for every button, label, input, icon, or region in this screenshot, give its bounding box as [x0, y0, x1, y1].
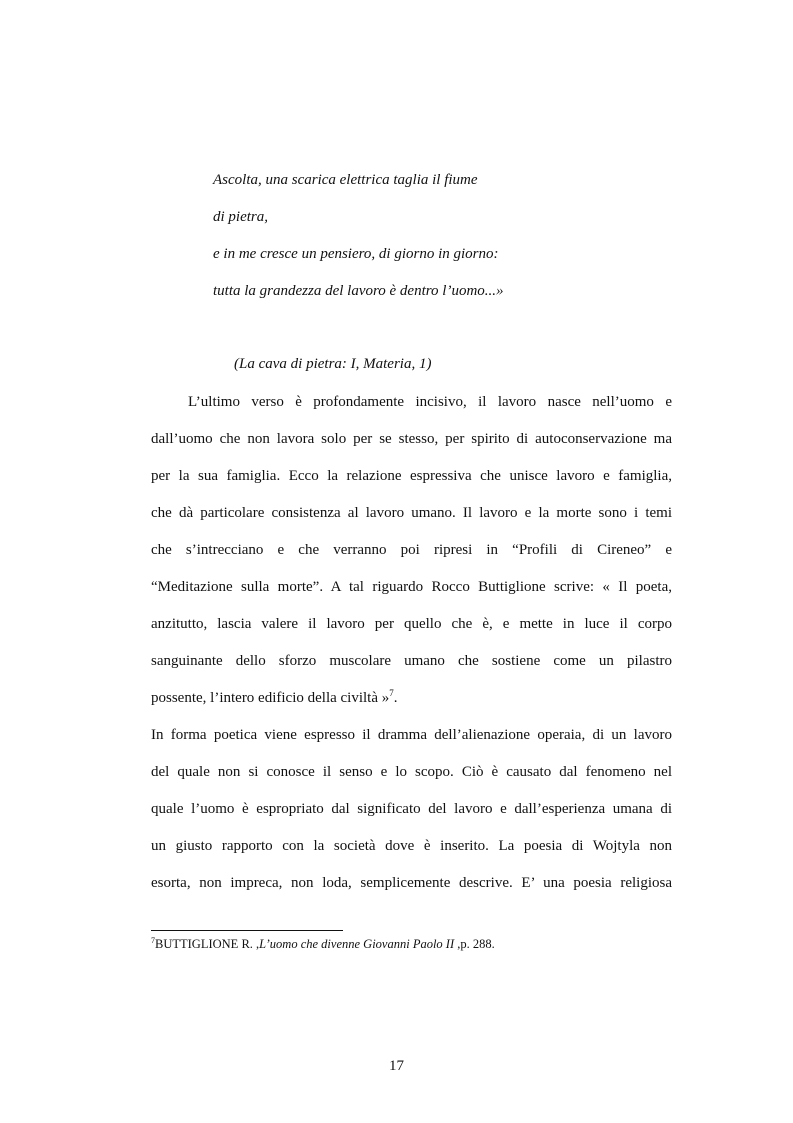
paragraph-line: del quale non si conosce il senso e lo scopo. Ciò è causato dal fenomeno nel [151, 764, 672, 780]
paragraph-line: sanguinante dello sforzo muscolare umano che sostiene come un pilastro [151, 653, 672, 669]
footnote-page-ref: ,p. 288. [454, 937, 495, 951]
paragraph-line: “Meditazione sulla morte”. A tal riguardo Rocco Buttiglione scrive: « Il poeta, [151, 579, 672, 595]
page-number: 17 [389, 1058, 404, 1074]
paragraph-line: dall’uomo che non lavora solo per se stesso, per spirito di autoconservazione ma [151, 431, 672, 447]
paragraph-line: esorta, non impreca, non loda, semplicemente descrive. E’ una poesia religiosa [151, 875, 672, 891]
paragraph-line: quale l’uomo è espropriato dal significato del lavoro e dall’esperienza umana di [151, 801, 672, 817]
footnote-divider [151, 930, 343, 931]
paragraph-end-punctuation: . [393, 690, 398, 706]
poem-line: Ascolta, una scarica elettrica taglia il fiume [213, 172, 478, 188]
paragraph-line-last [151, 688, 672, 708]
poem-citation: (La cava di pietra: I, Materia, 1) [234, 356, 432, 372]
paragraph-line: un giusto rapporto con la società dove è inserito. La poesia di Wojtyla non [151, 838, 672, 854]
poem-line: di pietra, [213, 209, 268, 225]
paragraph-text: possente, l’intero edificio della civiltà » [151, 690, 390, 706]
footnote [151, 936, 495, 952]
paragraph-line: per la sua famiglia. Ecco la relazione espressiva che unisce lavoro e famiglia, [151, 468, 672, 484]
footnote-title: L’uomo che divenne Giovanni Paolo II [259, 937, 455, 951]
footnote-number: 7 [151, 935, 155, 945]
poem-line: tutta la grandezza del lavoro è dentro l’uomo...» [213, 283, 504, 299]
footnote-author: BUTTIGLIONE R. , [155, 937, 260, 951]
footnote-reference[interactable]: 7 [389, 688, 394, 698]
paragraph-line: In forma poetica viene espresso il dramma dell’alienazione operaia, di un lavoro [151, 727, 672, 743]
paragraph-line: che dà particolare consistenza al lavoro umano. Il lavoro e la morte sono i temi [151, 505, 672, 521]
poem-line: e in me cresce un pensiero, di giorno in giorno: [213, 246, 499, 262]
paragraph-line: L’ultimo verso è profondamente incisivo, il lavoro nasce nell’uomo e [188, 394, 672, 410]
paragraph-line: anzitutto, lascia valere il lavoro per quello che è, e mette in luce il corpo [151, 616, 672, 632]
paragraph-line: che s’intrecciano e che verranno poi ripresi in “Profili di Cireneo” e [151, 542, 672, 558]
